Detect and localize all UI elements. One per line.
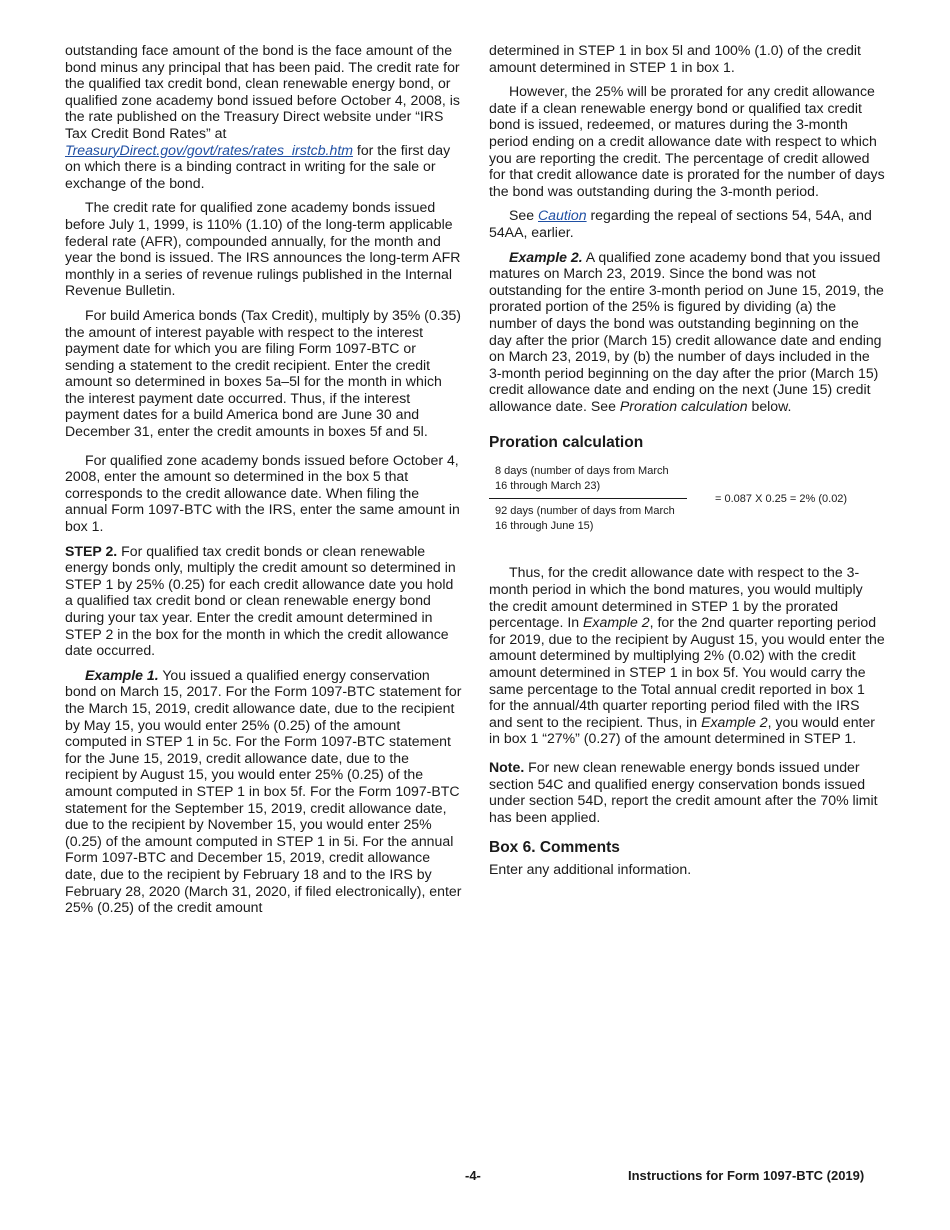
- prorated-paragraph: However, the 25% will be prorated for any credit allowance date if a clean renewable energy bond or qualified tax credit bond is issued, redeemed, or matures during the 3-month period ending on a credit allowance date with respect to which you are reporting the credit. The percentage of credit allowed for that credit allowance date is prorated for the number of days the bond was outstanding during the 3-month period.: [489, 83, 885, 199]
- zone-academy-rate-paragraph: The credit rate for qualified zone academy bonds issued before July 1, 1999, is 110% (1.10) of the long-term applicable federal rate (AFR), compounded annually, for the month and year the bond is issued. The IRS announces the long-term AFR monthly in a series of revenue rulings published in the Internal Revenue Bulletin.: [65, 199, 461, 299]
- example1-paragraph: [65, 667, 463, 916]
- credit-rate-paragraph: [65, 42, 463, 191]
- thus-text-a: Thus, for the credit allowance date with respect to the 3-month period in which the bond matures, you would multiply the credit amount determined in STEP 1 by the prorated percentage. In: [489, 564, 863, 631]
- thus-text-b: , for the 2nd quarter reporting period for 2019, due to the recipient by August 15, you would enter the amount determined by multiplying 2% (0.02) with the credit amount determined in STEP 1 in box 5f. You would carry the same percentage to the Total annual credit reported in box 1 for the annual/4th quarter reporting period filed with the IRS and sent to the recipient. Thus, in: [489, 614, 885, 730]
- example2-reference-2: Example 2: [701, 713, 768, 730]
- example2-paragraph: [489, 249, 885, 415]
- step2-paragraph: [65, 543, 463, 659]
- credit-rate-text-tail: for the first day on which there is a binding contract in writing for the sale or exchange of the bond.: [65, 141, 451, 191]
- box6-text: Enter any additional information.: [489, 861, 692, 878]
- build-america-bonds-paragraph: For build America bonds (Tax Credit), multiply by 35% (0.35) the amount of interest payable with respect to the interest payment date for which you are filing Form 1097-BTC or sending a statement to the credit recipient. Enter the credit amount so determined in boxes 5a–5l for the month in which the interest payment date occurred. Thus, if the interest payment dates for a build America bond are June 30 and December 31, enter the credit amounts in boxes 5f and 5l.: [65, 306, 461, 440]
- see-text-tail: regarding the repeal of sections 54, 54A, and 54AA, earlier.: [489, 207, 872, 240]
- example2-reference: Example 2: [583, 614, 650, 631]
- thus-paragraph: [489, 564, 885, 747]
- proration-reference: Proration calculation: [619, 397, 748, 414]
- example1-text: You issued a qualified energy conservation bond on March 15, 2017. For the Form 1097-BTC statement for the March 15, 2019, credit allowance date, due to the recipient by May 15, you would enter 25% (0.25) of the amount computed in STEP 1 in 5c. For the Form 1097-BTC statement for the June 15, 2019, credit allowance date, due to the recipient by August 15, you would enter 25% (0.25) of the amount computed in STEP 1 in box 5f. For the Form 1097-BTC statement for the September 15, 2019, credit allowance date, due to the recipient by November 15, you would enter 25% (0.25) of the amount computed in STEP 1 in 5i. For the annual Form 1097-BTC and December 15, 2019, credit allowance date, due to the recipient by February 18 and to the IRS by February 28, 2020 (March 31, 2020, if filed electronically), enter 25% (0.25) of the credit amount: [65, 666, 462, 916]
- fraction-result: = 0.087 X 0.25 = 2% (0.02): [715, 493, 848, 506]
- box6-heading: Box 6. Comments: [489, 839, 620, 857]
- zone-academy-before-2008-paragraph: For qualified zone academy bonds issued before October 4, 2008, enter the amount so determined in the box 5 that corresponds to the credit allowance date. When filing the annual Form 1097-BTC with the IRS, enter the same amount in box 1.: [65, 451, 460, 535]
- see-text: See: [509, 207, 538, 224]
- fraction-numerator: 8 days (number of days from March 16 through March 23): [489, 464, 687, 499]
- page-number: -4-: [465, 1168, 481, 1183]
- step1-continuation-paragraph: determined in STEP 1 in box 5l and 100% (1.0) of the credit amount determined in STEP 1 in box 1.: [489, 42, 861, 75]
- step2-label: STEP 2.: [65, 542, 118, 559]
- document-title: Instructions for Form 1097-BTC (2019): [628, 1168, 865, 1183]
- caution-link[interactable]: Caution: [538, 207, 587, 224]
- caution-reference-paragraph: [489, 207, 885, 240]
- step2-text: For qualified tax credit bonds or clean renewable energy bonds only, multiply the credit amount so determined in STEP 1 by 25% (0.25) for each credit allowance date you hold a qualified tax credit bond or clean renewable energy bond during your tax year. Enter the credit amount determined in STEP 2 in the box for the month in which the credit allowance date occurred.: [65, 542, 456, 659]
- left-column: [65, 42, 463, 924]
- proration-formula: [489, 464, 885, 534]
- right-column: [489, 42, 885, 886]
- note-label: Note.: [489, 759, 525, 775]
- example2-label: Example 2.: [509, 248, 583, 265]
- credit-rate-text: outstanding face amount of the bond is the face amount of the bond minus any principal that has been paid. The credit rate for the qualified tax credit bond, clean renewable energy bond, or qualified zone academy bond issued before October 4, 2008, is the rate published on the Treasury Direct website under “IRS Tax Credit Bond Rates” at: [65, 42, 460, 141]
- example1-label: Example 1.: [85, 666, 159, 683]
- example2-text-end: below.: [747, 397, 792, 414]
- fraction-denominator: 92 days (number of days from March 16 through June 15): [495, 505, 675, 533]
- note-paragraph: [489, 759, 885, 825]
- example2-text: A qualified zone academy bond that you issued matures on March 23, 2019. Since the bond was not outstanding for the entire 3-month period on June 15, 2019, the prorated portion of the 25% is figured by dividing (a) the number of days the bond was outstanding beginning on the day after the prior (March 15) credit allowance date and ending on March 23, 2019, by (b) the number of days included in the 3-month period beginning on the day after the prior (March 15) credit allowance date and ending on the next (June 15) credit allowance date. See: [489, 248, 884, 414]
- proration-heading: Proration calculation: [489, 434, 644, 452]
- proration-fraction: [489, 464, 687, 534]
- treasury-direct-link[interactable]: TreasuryDirect.gov/govt/rates/rates_irstcb.htm: [65, 141, 353, 158]
- thus-text-c: , you would enter in box 1 “27%” (0.27) of the amount determined in STEP 1.: [489, 713, 875, 747]
- note-text: For new clean renewable energy bonds issued under section 54C and qualified energy conservation bonds issued under section 54D, report the credit amount after the 70% limit has been applied.: [489, 759, 878, 825]
